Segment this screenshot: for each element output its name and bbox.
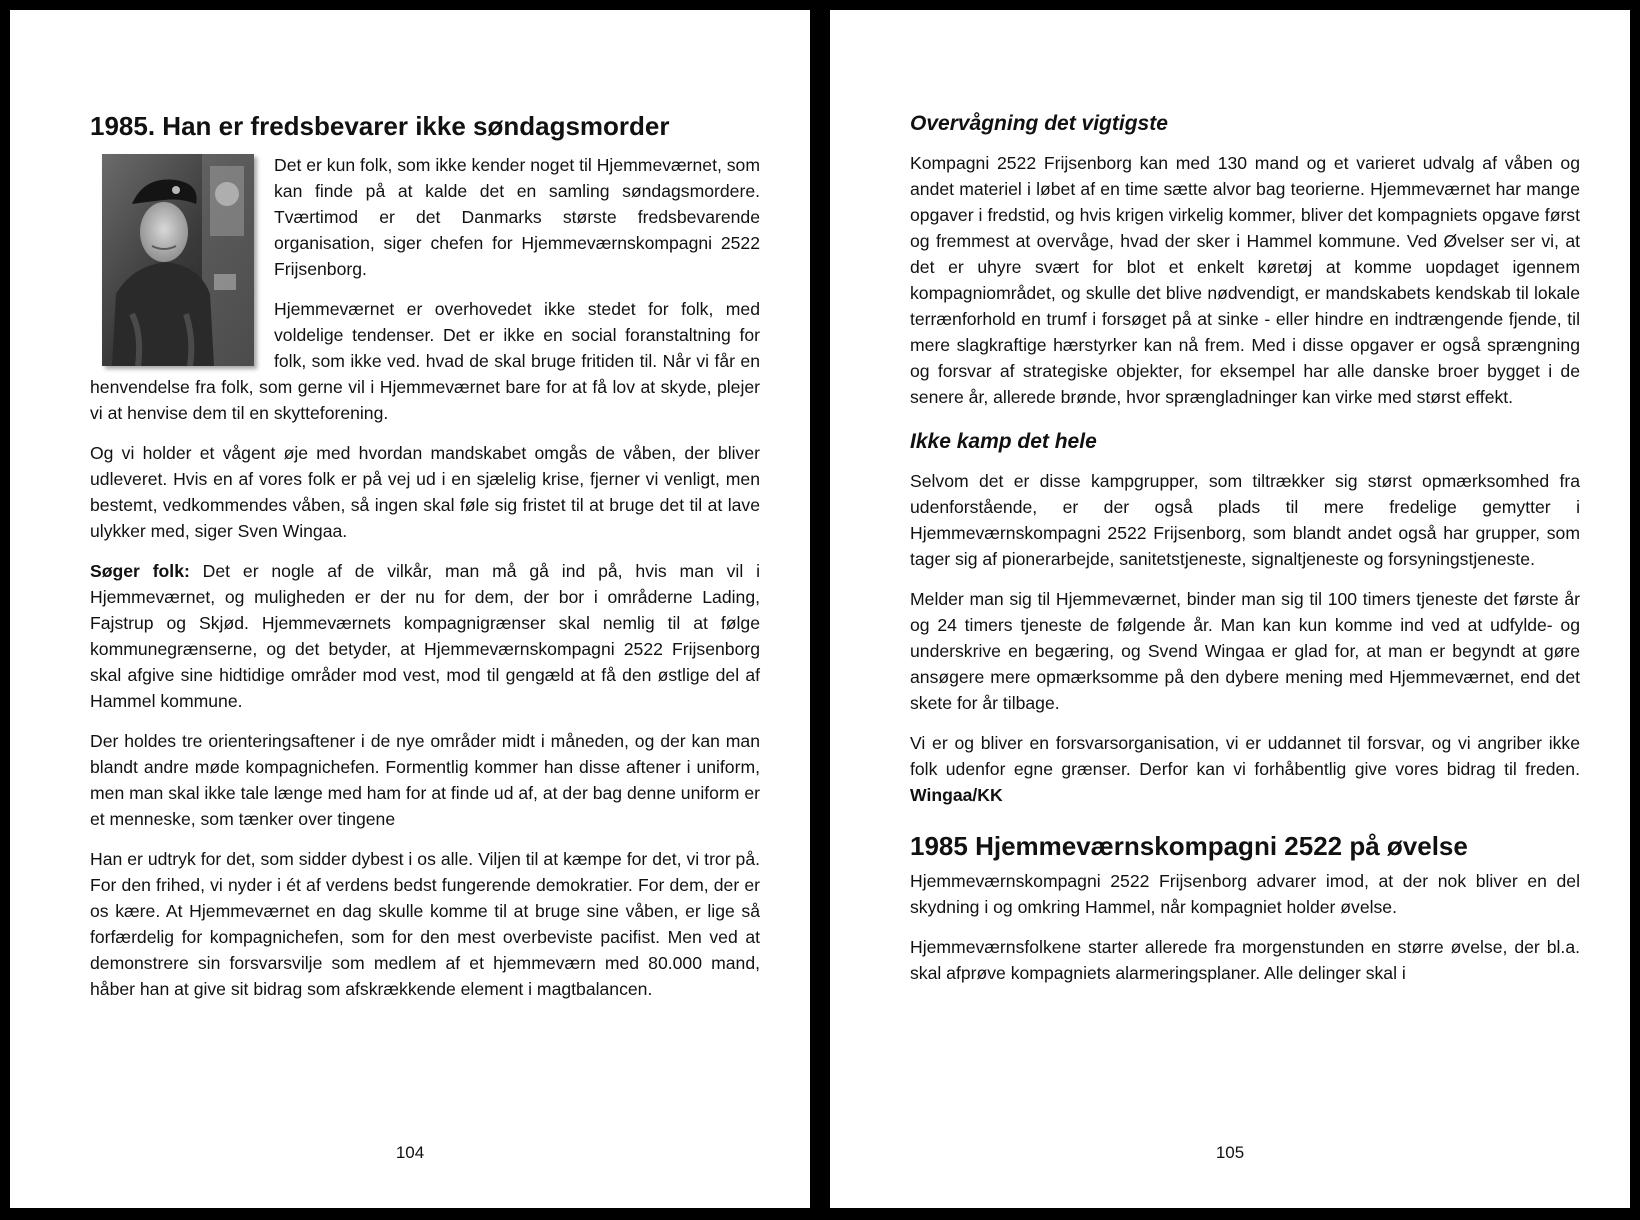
- article-title: 1985. Han er fredsbevarer ikke søndagsmorder: [90, 111, 670, 141]
- soldier-portrait-image: [102, 154, 254, 366]
- section-heading: Overvågning det vigtigste: [910, 112, 1168, 135]
- paragraph: Melder man sig til Hjemmeværnet, binder man sig til 100 timers tjeneste det første år og 24 timers tjeneste de følgende år. Man kan kun komme ind ved at udfylde- og underskrive en begæring, og Svend Wingaa er glad for, at man er begyndt at gøre ansøgere mere opmærksomme på den dybere mening med Hjemmeværnet, end det skete for år tilbage.: [910, 589, 1580, 713]
- paragraph: Hjemmeværnsfolkene starter allerede fra morgenstunden en større øvelse, der bl.a. skal afprøve kompagniets alarmeringsplaner. Alle delinger skal i: [910, 937, 1580, 983]
- paragraph: Kompagni 2522 Frijsenborg kan med 130 mand og et varieret udvalg af våben og andet materiel i løbet af en time sætte alvor bag teorierne. Hjemmeværnet har mange opgaver i fredstid, og hvis krigen virkelig kommer, bliver det kompagniets opgave først og fremmest at overvåge, hvad der sker i Hammel kommune. Ved Øvelser ser vi, at det er uhyre svært for blot et enkelt køretøj at komme uopdaget igennem kompagniområdet, og skulle det blive nødvendigt, er mandskabets kendskab til lokale terrænforhold en trumf i forsøget på at sinke - eller hindre en indtrængende fjende, til mere slagkraftige hærstyrker kan nå frem. Med i disse opgaver er også sprængning og forsvar af strategiske objekter, for eksempel har alle danske broer bygget i de senere år, allerede brønde, hvor sprængladninger kan virke med størst effekt.: [910, 153, 1580, 407]
- right-page: [830, 10, 1630, 1208]
- page-number: 104: [395, 1143, 425, 1162]
- page-number: 105: [1215, 1143, 1245, 1162]
- paragraph-lead-label: Søger folk:: [90, 561, 190, 581]
- section-heading: Ikke kamp det hele: [910, 430, 1097, 453]
- soldier-portrait-photo: [102, 154, 254, 366]
- paragraph: Han er udtryk for det, som sidder dybest i os alle. Viljen til at kæmpe for det, vi tror på. For den frihed, vi nyder i ét af verdens bedst fungerende demokratier. For dem, der er os kære. At Hjemmeværnet en dag skulle komme til at bruge sine våben, er lige så forfærdelig for kompagnichefen, som for den mest overbeviste pacifist. Men ved at demonstrere sin forsvarsvilje som medlem af et hjemmeværn med 80.000 mand, håber han at give sit bidrag som afskrækkende element i magtbalancen.: [90, 849, 760, 999]
- paragraph-text: Vi er og bliver en forsvarsorganisation, vi er uddannet til forsvar, og vi angriber ikke folk udenfor egne grænser. Derfor kan vi forhåbentlig give vores bidrag til freden.: [910, 733, 1580, 779]
- paragraph: Hjemmeværnet er overhovedet ikke stedet for folk, med voldelige tendenser. Det er ikke en social foranstaltning for folk, som ikke ved. hvad de skal bruge fritiden til. Når vi får en henvendelse fra folk, som gerne vil i Hjemmeværnet bare for at få lov at skyde, plejer vi at henvise dem til en skytteforening.: [90, 299, 760, 423]
- paragraph-lead-text: Det er nogle af de vilkår, man må gå ind på, hvis man vil i Hjemmeværnet, og muligheden er der nu for dem, der bor i områderne Lading, Fajstrup og Skjød. Hjemmeværnets kompagnigrænser skal nemlig til at følge kommunegrænserne, og det betyder, at Hjemmeværnskompagni 2522 Frijsenborg skal afgive sine hidtidige områder mod vest, mod til gengæld at få den østlige del af Hammel kommune.: [90, 561, 760, 711]
- paragraph: [90, 558, 760, 714]
- article-title: 1985 Hjemmeværnskompagni 2522 på øvelse: [910, 831, 1468, 861]
- paragraph: Selvom det er disse kampgrupper, som tiltrækker sig størst opmærksomhed fra udenforstående, er der også plads til mere fredelige gemytter i Hjemmeværnskompagni 2522 Frijsenborg, som blandt andet også har grupper, som tager sig af pionerarbejde, sanitetstjeneste, signaltjeneste og forsyningstjeneste.: [910, 471, 1580, 569]
- paragraph: Det er kun folk, som ikke kender noget til Hjemmeværnet, som kan finde på at kalde det en samling søndagsmordere. Tværtimod er det Danmarks største fredsbevarende organisation, siger chefen for Hjemmeværnskompagni 2522 Frijsenborg.: [274, 155, 760, 279]
- right-page-content: [910, 110, 1580, 1000]
- author-signature: Wingaa/KK: [910, 785, 1003, 805]
- paragraph: Og vi holder et vågent øje med hvordan mandskabet omgås de våben, der bliver udleveret. Hvis en af vores folk er på vej ud i en sjælelig krise, fjerner vi venligt, men bestemt, vedkommendes våben, så ingen skal føle sig fristet til at bruge det til at lave ulykker med, siger Sven Wingaa.: [90, 443, 760, 541]
- paragraph: [910, 730, 1580, 808]
- paragraph: Der holdes tre orienteringsaftener i de nye områder midt i måneden, og der kan man blandt andre møde kompagnichefen. Formentlig kommer han disse aftener i uniform, men man skal ikke tale længe med ham for at finde ud af, at der bag denne uniform er et menneske, som tænker over tingene: [90, 731, 760, 829]
- left-page: [10, 10, 810, 1208]
- paragraph: Hjemmeværnskompagni 2522 Frijsenborg advarer imod, at der nok bliver en del skydning i og omkring Hammel, når kompagniet holder øvelse.: [910, 871, 1580, 917]
- left-page-content: [90, 110, 760, 1016]
